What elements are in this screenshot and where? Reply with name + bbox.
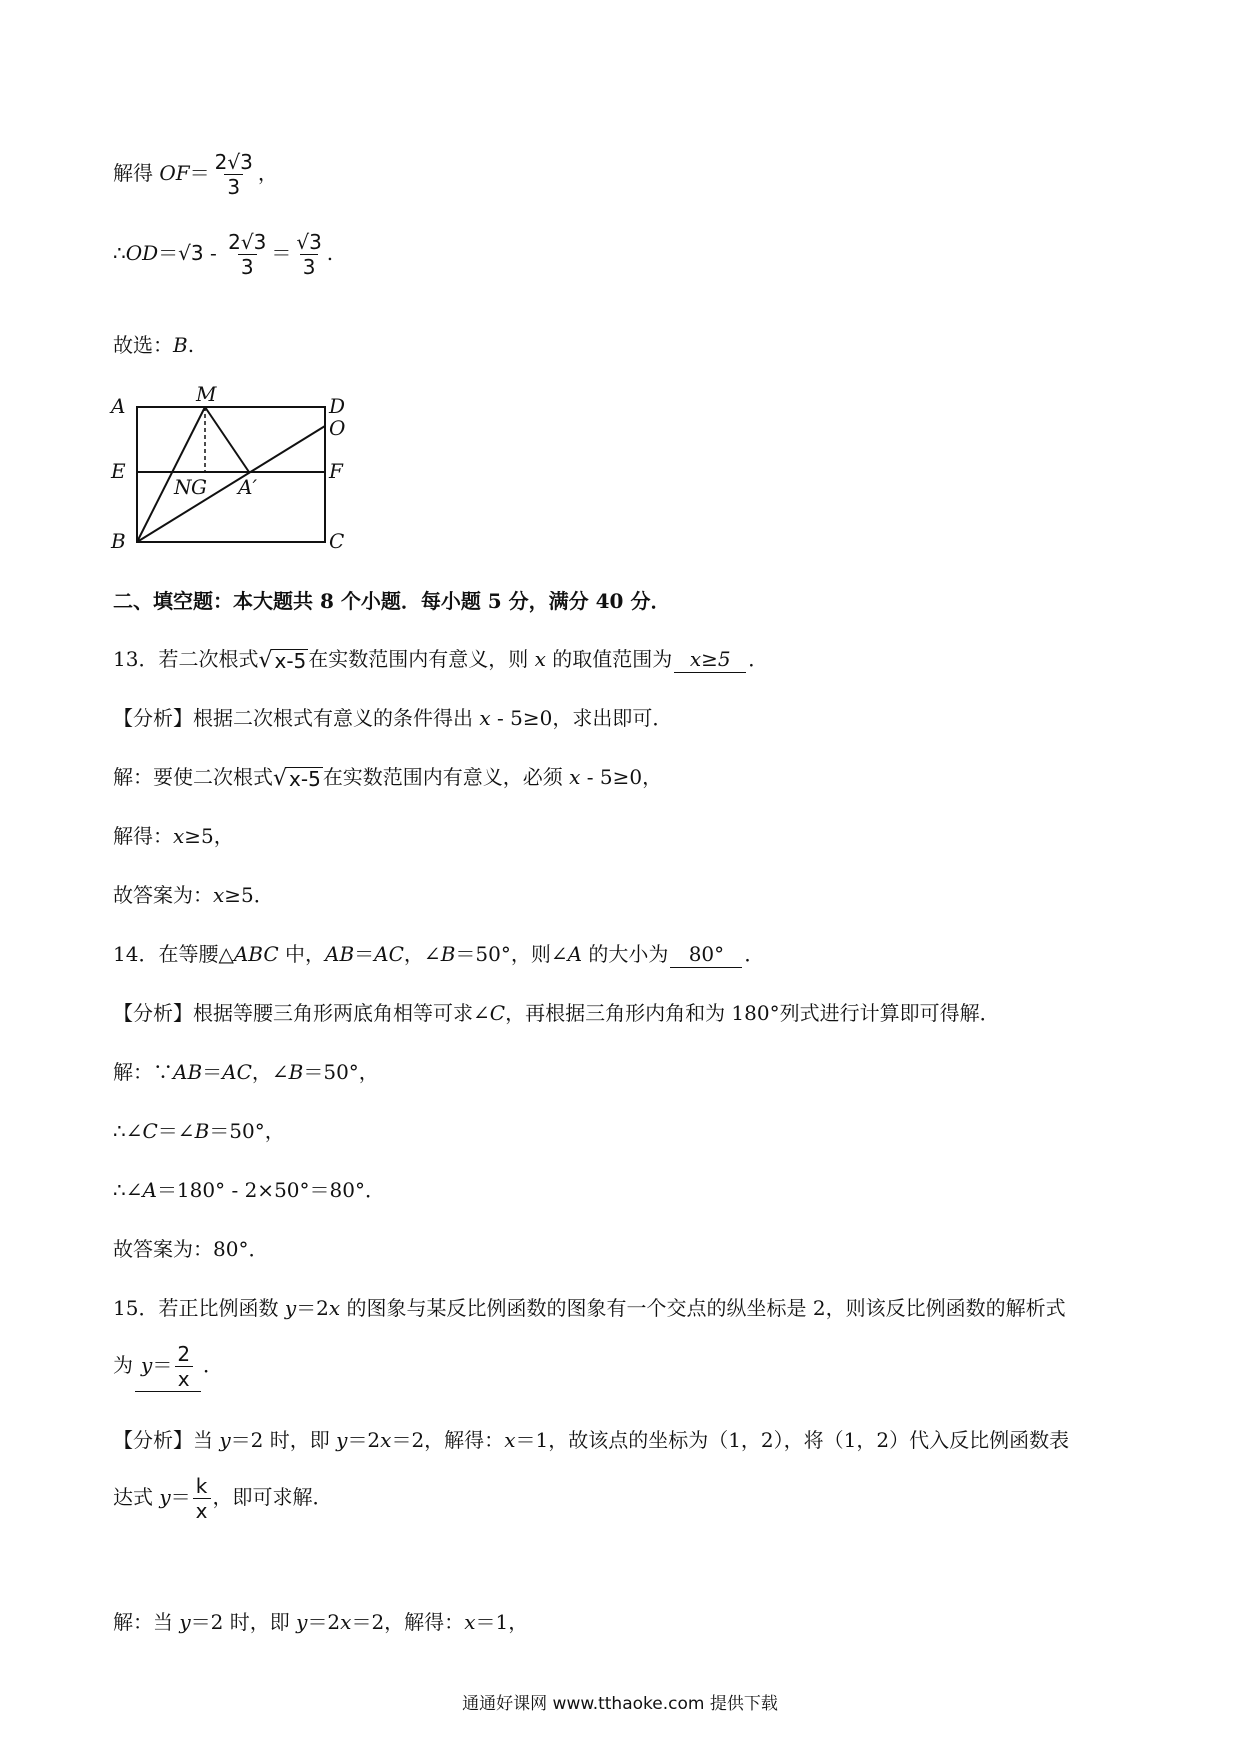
rectangle-abcd (137, 407, 325, 542)
text: ≥5． (224, 883, 274, 907)
denominator: 3 (238, 254, 257, 279)
var: ABC (233, 942, 279, 966)
var-y: y (336, 1428, 348, 1452)
text: . (187, 333, 195, 357)
denominator: x (175, 1366, 193, 1391)
q13-step1 (113, 823, 234, 849)
root: √3 (178, 241, 204, 265)
var-y: y (296, 1610, 308, 1634)
answer-blank: 80° (670, 941, 742, 968)
text: 解得 (113, 161, 160, 185)
text: 根据等腰三角形两底角相等可求∠ (193, 1001, 490, 1025)
var: C (142, 1119, 158, 1143)
text: ＝50°， (303, 1060, 379, 1084)
text: ，再根据三角形内角和为 180°列式进行计算即可得解． (505, 1001, 1000, 1025)
text: ＝ (202, 1060, 223, 1084)
analysis-label: 【分析】 (113, 706, 193, 730)
line-ma (205, 407, 249, 472)
q13-final (113, 882, 274, 908)
var: AB (325, 942, 355, 966)
text: ． (203, 1353, 224, 1377)
label-f: F (329, 459, 343, 483)
var-od: OD (125, 241, 159, 265)
q14-analysis (113, 1000, 1000, 1026)
radicand: x-5 (274, 648, 307, 673)
var-y: y (284, 1296, 297, 1320)
text: 故选： (113, 333, 173, 357)
answer-blank (135, 1342, 201, 1392)
var-x: x (569, 765, 581, 789)
var: AC (374, 942, 404, 966)
fraction (212, 150, 256, 199)
text: . (326, 241, 334, 265)
radical (273, 767, 323, 791)
var-y: y (219, 1428, 231, 1452)
text: 在实数范围内有意义，必须 (322, 765, 570, 789)
denominator: 3 (224, 174, 243, 199)
text: ． (748, 647, 769, 671)
q14-stem (113, 941, 764, 968)
var-x: x (464, 1610, 476, 1634)
text: ＝ (354, 942, 375, 966)
var: B (194, 1119, 210, 1143)
label-b: B (111, 529, 126, 553)
var: AB (173, 1060, 203, 1084)
text: - (203, 241, 224, 265)
geometry-figure (105, 380, 365, 560)
text: 的图象与某反比例函数的图象有一个交点的纵坐标是 2，则该反比例函数的解析式 (340, 1296, 1066, 1320)
text: 中， (278, 942, 326, 966)
text: ∴∠ (113, 1178, 143, 1202)
od-line (113, 230, 333, 279)
var-y: y (159, 1485, 171, 1509)
page-footer: 通通好课网 www.tthaoke.com 提供下载 (462, 1694, 778, 1714)
text: ＝2，解得： (351, 1610, 465, 1634)
fraction (193, 1474, 211, 1523)
text: ，∠ (251, 1060, 289, 1084)
text: - 5≥0，求出即可． (490, 706, 673, 730)
text: 解：∵ (113, 1060, 173, 1084)
denominator: x (193, 1498, 211, 1523)
var-x: x (380, 1428, 392, 1452)
label-a-prime: A′ (238, 475, 257, 499)
radical-sign: √ (273, 765, 288, 791)
text: 根据二次根式有意义的条件得出 (193, 706, 480, 730)
radical-sign: √ (258, 647, 273, 673)
text: ∴ (113, 241, 126, 265)
text: ，∠ (403, 942, 441, 966)
radicand: x-5 (289, 766, 321, 791)
text: ＝ (271, 241, 292, 265)
text: ＝ (189, 161, 210, 185)
numerator: k (195, 1474, 208, 1498)
text: ≥5， (184, 824, 234, 848)
text: - 5≥0， (580, 765, 663, 789)
analysis-label: 【分析】 (113, 1428, 193, 1452)
q13-stem (113, 646, 768, 673)
numerator: 2 (177, 1342, 191, 1366)
label-d: D (329, 394, 346, 418)
text: ＝ (158, 241, 179, 265)
text: ＝2 时，即 (230, 1428, 337, 1452)
text: 解：要使二次根式 (113, 765, 273, 789)
text: ． (744, 942, 765, 966)
text: 解得： (113, 824, 173, 848)
text: 14．在等腰△ (113, 942, 234, 966)
fraction (225, 230, 269, 279)
label-e: E (111, 459, 126, 483)
var: B (288, 1060, 304, 1084)
var: B (440, 942, 456, 966)
text: ＝∠ (157, 1119, 195, 1143)
q15-stem (113, 1295, 1066, 1321)
text: 在实数范围内有意义，则 (308, 647, 535, 671)
text: ＝2 (347, 1428, 381, 1452)
q15-analysis (113, 1427, 1069, 1453)
label-c: C (329, 529, 345, 553)
var-x: x (534, 647, 546, 671)
numerator: 2√3 (214, 150, 253, 174)
q13-analysis (113, 705, 672, 731)
text: ＝2 (296, 1296, 329, 1320)
var: C (489, 1001, 506, 1025)
label-m: M (196, 382, 217, 406)
denominator: 3 (300, 254, 319, 279)
text: ＝1， (475, 1610, 529, 1634)
var-x: x (173, 824, 185, 848)
q15-analysis-line2 (113, 1474, 333, 1523)
solve-of-line (113, 150, 278, 199)
answer: B (173, 333, 188, 357)
var-x: x (504, 1428, 516, 1452)
text: 解：当 (113, 1610, 180, 1634)
q15-stem-line2 (113, 1342, 223, 1392)
text: ＝ (152, 1353, 173, 1377)
text: ，即可求解． (212, 1485, 333, 1509)
q14-sol3 (113, 1177, 385, 1203)
text: ， (257, 161, 278, 185)
text: ＝180° - 2×50°＝80°． (156, 1178, 385, 1202)
text: 的大小为 (582, 942, 669, 966)
var: A (142, 1178, 157, 1202)
label-a: A (111, 394, 126, 418)
text: ＝1，故该点的坐标为（1，2），将（1，2）代入反比例函数表 (515, 1428, 1070, 1452)
numerator: √3 (296, 230, 322, 254)
text: ＝ (170, 1485, 191, 1509)
text: 15．若正比例函数 (113, 1296, 285, 1320)
q15-solution (113, 1609, 528, 1635)
var-x: x (340, 1610, 352, 1634)
text: 达式 (113, 1485, 160, 1509)
label-o: O (329, 416, 346, 440)
text: 为 (113, 1353, 133, 1377)
analysis-label: 【分析】 (113, 1001, 193, 1025)
text: ＝50°， (209, 1119, 285, 1143)
q14-final: 故答案为：80°． (113, 1237, 269, 1261)
section-title: 二、填空题：本大题共 8 个小题．每小题 5 分，满分 40 分． (113, 589, 671, 613)
text: 13．若二次根式 (113, 647, 259, 671)
text: 当 (193, 1428, 220, 1452)
text: ＝50°，则∠ (455, 942, 568, 966)
choice-line (113, 332, 194, 358)
text: 的取值范围为 (545, 647, 673, 671)
var-x: x (479, 706, 491, 730)
var-of: OF (159, 161, 190, 185)
label-g: G (191, 475, 207, 499)
fraction (174, 1342, 193, 1391)
var-x: x (328, 1296, 341, 1320)
text: ＝2，解得： (391, 1428, 505, 1452)
text: 故答案为： (113, 883, 213, 907)
var: A (567, 942, 583, 966)
text: ∴∠ (113, 1119, 143, 1143)
var-y: y (179, 1610, 191, 1634)
answer-blank: x≥5 (674, 646, 746, 673)
label-n: N (174, 475, 192, 499)
text: ＝2 (307, 1610, 341, 1634)
radical (258, 649, 308, 673)
var-y: y (141, 1353, 153, 1377)
fraction (293, 230, 324, 279)
numerator: 2√3 (228, 230, 267, 254)
q14-sol2 (113, 1118, 285, 1144)
q14-sol1 (113, 1059, 379, 1085)
var-x: x (213, 883, 225, 907)
q13-solution (113, 764, 662, 791)
var: AC (222, 1060, 252, 1084)
text: ＝2 时，即 (190, 1610, 297, 1634)
